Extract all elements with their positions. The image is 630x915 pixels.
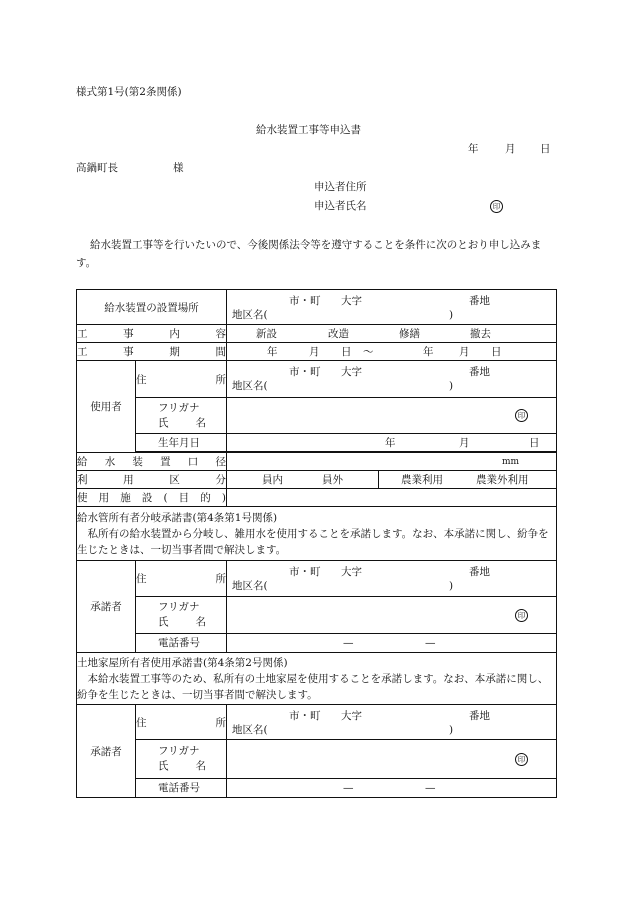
furigana-label: フリガナ (158, 402, 200, 414)
consent1-phone-label-cell (136, 634, 227, 653)
usage-member-options[interactable] (227, 471, 379, 489)
usage-class-label: 利用区分 (77, 471, 227, 489)
unit-mm: mm (502, 457, 520, 467)
furigana-label: フリガナ (158, 601, 200, 613)
district-text: 地区名( (232, 309, 268, 321)
district-text: 地区名( (232, 380, 268, 392)
phone-dash: — (343, 637, 354, 649)
row-consent1-note (77, 507, 557, 561)
addressee-honorific: 様 (173, 162, 184, 174)
row-user-address (77, 361, 557, 398)
row-diameter (77, 453, 557, 471)
oaza-text: 大字 (341, 295, 362, 307)
oaza-text: 大字 (341, 710, 362, 722)
district-close: ) (449, 309, 454, 321)
row-consent1-phone (77, 634, 557, 653)
row-consent2-address (77, 705, 557, 740)
option-shinsetsu[interactable]: 新設 (256, 328, 277, 340)
phone-dash: — (425, 637, 436, 649)
consent1-phone-value[interactable] (227, 634, 557, 653)
district-text: 地区名( (232, 580, 268, 592)
form-number: 様式第1号(第2条関係) (76, 86, 182, 98)
name-label: 氏名 (158, 616, 206, 628)
consent1-name-value[interactable] (227, 597, 557, 634)
city-town-text: 市・町 (289, 710, 321, 722)
city-town-text: 市・町 (289, 366, 321, 378)
row-user-name (77, 398, 557, 434)
consent1-address-value[interactable] (227, 561, 557, 597)
option-shuuzen[interactable]: 修繕 (399, 328, 420, 340)
work-content-options[interactable] (227, 325, 557, 343)
banchi-text: 番地 (469, 295, 490, 307)
option-innai[interactable]: 員内 (262, 474, 283, 486)
form-title: 給水装置工事等申込書 (256, 124, 361, 136)
option-nougyougai[interactable]: 農業外利用 (476, 474, 529, 486)
row-usage-class (77, 471, 557, 489)
birthdate-label-cell (136, 434, 227, 452)
diameter-label: 給水装置口径 (77, 453, 227, 471)
consent1-body: 私所有の給水装置から分岐し、雑用水を使用することを承諾します。なお、本承諾に関し、紛争を生じたときは、一切当事者間で解決します。 (77, 527, 549, 556)
row-birthdate (77, 434, 557, 452)
consent2-seal-icon: 印 (515, 753, 528, 766)
date-month-label: 月 (505, 143, 516, 155)
name-label: 氏名 (158, 760, 206, 772)
consent2-phone-label-cell (136, 779, 227, 798)
period-tilde: ～ (363, 346, 374, 358)
birthdate-label: 生年月日 (158, 437, 200, 449)
period-end-day: 日 (491, 346, 502, 358)
install-place-label: 給水装置の設置場所 (77, 290, 227, 325)
birthdate-value[interactable] (227, 434, 557, 452)
phone-dash: — (343, 782, 354, 794)
option-tekkyo[interactable]: 撤去 (470, 328, 491, 340)
option-ingai[interactable]: 員外 (322, 474, 343, 486)
row-facility (77, 489, 557, 507)
consent1-seal-icon: 印 (515, 609, 528, 622)
applicant-seal-icon: 印 (490, 200, 503, 213)
oaza-text: 大字 (341, 366, 362, 378)
date-year-label: 年 (468, 143, 479, 155)
consent2-label: 承諾者 (77, 705, 136, 798)
period-start-day: 日 (341, 346, 352, 358)
user-address-value[interactable] (227, 361, 557, 398)
work-content-label: 工事内容 (77, 325, 227, 343)
furigana-label: フリガナ (158, 745, 200, 757)
district-close: ) (449, 580, 454, 592)
applicant-name-label: 申込者氏名 (314, 200, 367, 212)
district-text: 地区名( (232, 724, 268, 736)
consent2-name-label-cell (136, 740, 227, 779)
birth-year-label: 年 (385, 437, 396, 449)
consent2-phone-value[interactable] (227, 779, 557, 798)
user-name-label-cell (136, 398, 227, 434)
user-section-label: 使用者 (77, 361, 136, 453)
application-form-table (76, 289, 557, 798)
consent2-address-value[interactable] (227, 705, 557, 740)
user-seal-icon: 印 (515, 409, 528, 422)
usage-agri-options[interactable] (379, 471, 557, 489)
phone-label: 電話番号 (158, 782, 200, 794)
facility-label: 使用施設(目的) (77, 489, 227, 507)
addressee: 高鍋町長 (76, 162, 118, 174)
phone-label: 電話番号 (158, 637, 200, 649)
consent1-name-label-cell (136, 597, 227, 634)
row-consent1-address (77, 561, 557, 597)
consent1-note (77, 507, 557, 561)
work-period-value[interactable] (227, 343, 557, 361)
applicant-address-label: 申込者住所 (314, 181, 367, 193)
consent2-body: 本給水装置工事等のため、私所有の土地家屋を使用することを承諾します。なお、本承諾に関し、紛争を生じたときは、一切当事者間で解決します。 (77, 672, 549, 701)
birth-day-label: 日 (529, 437, 540, 449)
period-start-month: 月 (309, 346, 320, 358)
row-consent2-phone (77, 779, 557, 798)
consent2-address-label: 住所 (136, 705, 227, 740)
user-name-value[interactable] (227, 398, 557, 434)
period-start-year: 年 (267, 346, 278, 358)
period-end-month: 月 (459, 346, 470, 358)
city-town-text: 市・町 (289, 566, 321, 578)
row-work-period (77, 343, 557, 361)
banchi-text: 番地 (469, 710, 490, 722)
intro-text: 給水装置工事等を行いたいので、今後関係法令等を遵守することを条件に次のとおり申し込みます。 (76, 239, 542, 269)
row-consent2-note (77, 653, 557, 705)
name-label: 氏名 (158, 417, 206, 429)
option-nougyou[interactable]: 農業利用 (401, 474, 443, 486)
row-install-place (77, 290, 557, 325)
district-close: ) (449, 380, 454, 392)
period-end-year: 年 (423, 346, 434, 358)
banchi-text: 番地 (469, 566, 490, 578)
oaza-text: 大字 (341, 566, 362, 578)
consent2-note (77, 653, 557, 705)
user-address-label: 住所 (136, 361, 227, 398)
consent2-name-value[interactable] (227, 740, 557, 779)
consent1-label: 承諾者 (77, 561, 136, 653)
row-work-content (77, 325, 557, 343)
diameter-value[interactable] (227, 453, 557, 471)
birth-month-label: 月 (459, 437, 470, 449)
city-town-text: 市・町 (289, 295, 321, 307)
date-day-label: 日 (540, 143, 551, 155)
consent1-address-label: 住所 (136, 561, 227, 597)
work-period-label: 工事期間 (77, 343, 227, 361)
row-consent1-name (77, 597, 557, 634)
phone-dash: — (425, 782, 436, 794)
consent1-heading: 給水管所有者分岐承諾書(第4条第1号関係) (77, 511, 278, 524)
consent2-heading: 土地家屋所有者使用承諾書(第4条第2号関係) (77, 656, 288, 669)
option-kaizou[interactable]: 改造 (328, 328, 349, 340)
facility-value[interactable] (227, 489, 557, 507)
row-consent2-name (77, 740, 557, 779)
install-place-value[interactable] (227, 290, 557, 325)
banchi-text: 番地 (469, 366, 490, 378)
district-close: ) (449, 724, 454, 736)
